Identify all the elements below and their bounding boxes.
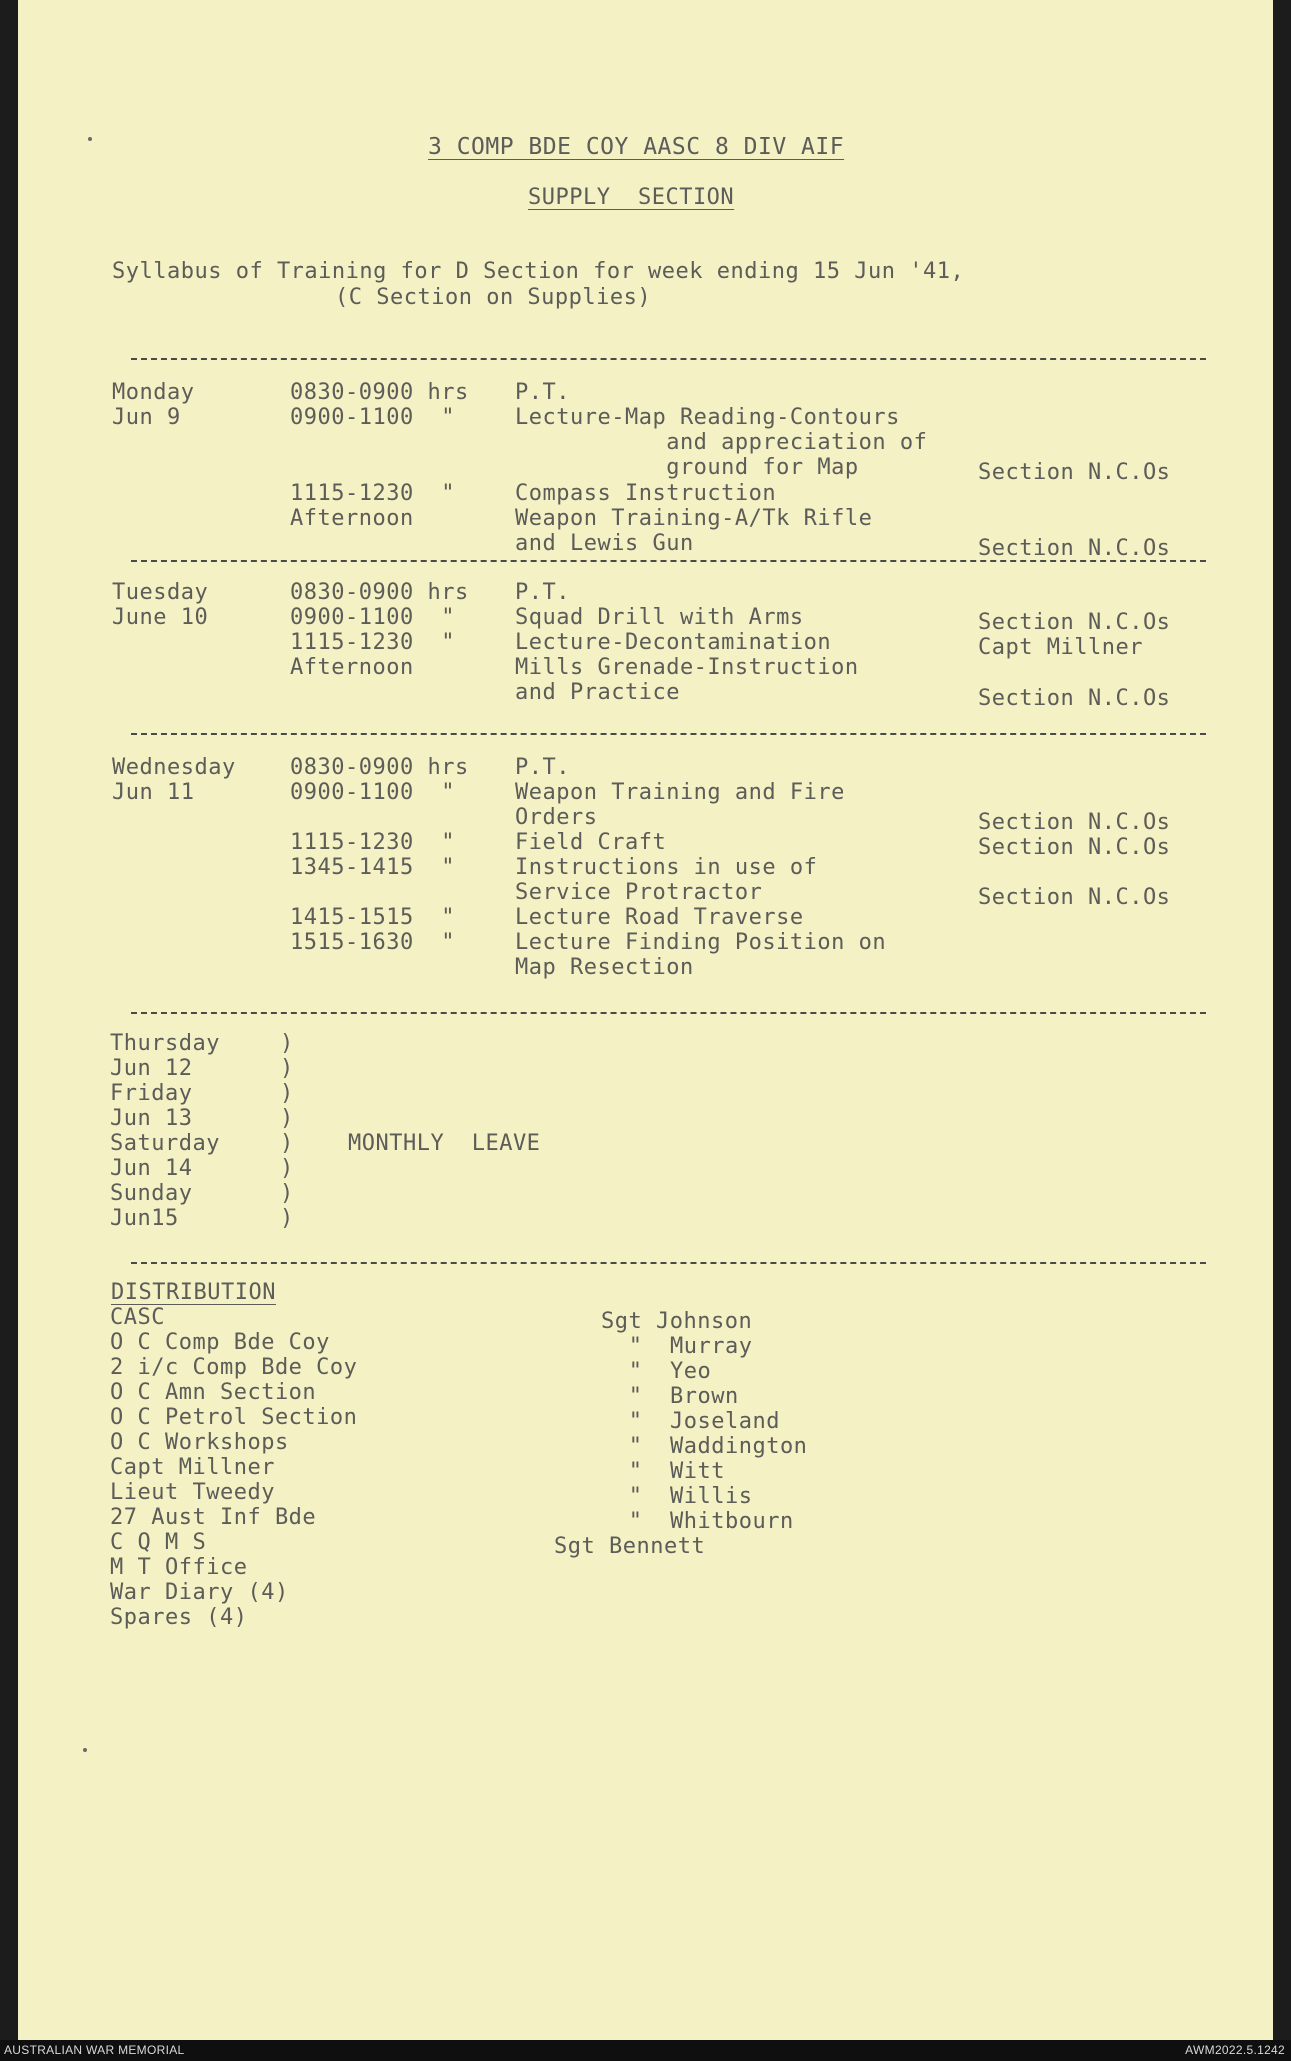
activity: Service Protractor [515, 880, 763, 905]
distribution-item: " Witt [615, 1459, 725, 1484]
time-slot: Afternoon [290, 655, 414, 680]
time-slot: 0830-0900 hrs [290, 580, 469, 605]
monthly-leave-label: MONTHLY LEAVE [348, 1131, 541, 1156]
tuesday-day: Tuesday [112, 580, 209, 605]
bracket: ) [280, 1206, 294, 1231]
leave-day: Jun 13 [110, 1106, 193, 1131]
tuesday-date: June 10 [112, 605, 209, 630]
leave-day: Friday [110, 1081, 193, 1106]
distribution-item: 2 i/c Comp Bde Coy [110, 1355, 358, 1380]
time-slot: 0830-0900 hrs [290, 380, 469, 405]
activity: Squad Drill with Arms [515, 605, 804, 630]
syllabus-line-1: Syllabus of Training for D Section for week ending 15 Jun '41, [112, 259, 965, 284]
activity: Field Craft [515, 830, 667, 855]
monday-date: Jun 9 [112, 405, 181, 430]
leave-day: Sunday [110, 1181, 193, 1206]
distribution-item: O C Workshops [110, 1430, 289, 1455]
distribution-item: Capt Millner [110, 1455, 275, 1480]
activity: Lecture Finding Position on [515, 930, 887, 955]
syllabus-line-2: (C Section on Supplies) [335, 285, 652, 310]
bracket: ) [280, 1156, 294, 1181]
distribution-item: " Brown [615, 1384, 739, 1409]
time-slot: 1515-1630 " [290, 930, 455, 955]
divider-rule [131, 733, 1206, 735]
distribution-item: Sgt Bennett [554, 1534, 706, 1559]
section-title: SUPPLY SECTION [528, 185, 735, 210]
instructor: Section N.C.Os [978, 610, 1171, 635]
distribution-item: C Q M S [110, 1530, 207, 1555]
distribution-item: " Willis [615, 1484, 753, 1509]
divider-rule [131, 1012, 1206, 1014]
archive-footer-bar [0, 2040, 1291, 2061]
punch-mark [83, 1748, 87, 1752]
instructor: Section N.C.Os [978, 835, 1171, 860]
distribution-item: Lieut Tweedy [110, 1480, 275, 1505]
instructor: Section N.C.Os [978, 536, 1171, 561]
divider-rule [131, 358, 1206, 360]
time-slot: Afternoon [290, 506, 414, 531]
time-slot: 0830-0900 hrs [290, 755, 469, 780]
activity: Instructions in use of [515, 855, 818, 880]
divider-rule [131, 1262, 1206, 1264]
distribution-item: Spares (4) [110, 1605, 248, 1630]
activity: and Practice [515, 680, 680, 705]
time-slot: 0900-1100 " [290, 605, 455, 630]
instructor: Section N.C.Os [978, 460, 1171, 485]
activity: Weapon Training and Fire [515, 780, 845, 805]
time-slot: 1415-1515 " [290, 905, 455, 930]
activity: Lecture-Decontamination [515, 630, 832, 655]
distribution-item: War Diary (4) [110, 1580, 289, 1605]
distribution-item: " Murray [615, 1334, 753, 1359]
item-reference: AWM2022.5.1242 [1185, 2043, 1285, 2057]
punch-mark [88, 137, 92, 141]
bracket: ) [280, 1056, 294, 1081]
distribution-item: Sgt Johnson [601, 1309, 753, 1334]
activity: Lecture Road Traverse [515, 905, 804, 930]
activity: Map Resection [515, 955, 694, 980]
distribution-item: O C Petrol Section [110, 1405, 358, 1430]
archive-name: AUSTRALIAN WAR MEMORIAL [4, 2043, 185, 2057]
bracket: ) [280, 1131, 294, 1156]
activity: and appreciation of [515, 430, 928, 455]
leave-day: Jun 12 [110, 1056, 193, 1081]
activity: Orders [515, 805, 598, 830]
distribution-item: " Yeo [615, 1359, 712, 1384]
distribution-item: " Joseland [615, 1409, 780, 1434]
activity: ground for Map [515, 455, 859, 480]
bracket: ) [280, 1031, 294, 1056]
activity: Weapon Training-A/Tk Rifle [515, 506, 873, 531]
leave-day: Saturday [110, 1131, 220, 1156]
bracket: ) [280, 1106, 294, 1131]
distribution-item: CASC [110, 1305, 165, 1330]
activity: and Lewis Gun [515, 531, 694, 556]
activity: Compass Instruction [515, 481, 777, 506]
distribution-item: " Whitbourn [615, 1509, 794, 1534]
activity: P.T. [515, 580, 570, 605]
distribution-item: 27 Aust Inf Bde [110, 1505, 317, 1530]
time-slot: 1345-1415 " [290, 855, 455, 880]
time-slot: 1115-1230 " [290, 830, 455, 855]
time-slot: 1115-1230 " [290, 630, 455, 655]
bracket: ) [280, 1181, 294, 1206]
activity: Mills Grenade-Instruction [515, 655, 859, 680]
document-page [18, 0, 1273, 2040]
activity: Lecture-Map Reading-Contours [515, 405, 900, 430]
distribution-item: O C Comp Bde Coy [110, 1330, 330, 1355]
instructor: Section N.C.Os [978, 810, 1171, 835]
leave-day: Thursday [110, 1031, 220, 1056]
leave-day: Jun15 [110, 1206, 179, 1231]
instructor: Capt Millner [978, 635, 1143, 660]
distribution-item: M T Office [110, 1555, 248, 1580]
divider-rule [131, 560, 1206, 562]
document-title: 3 COMP BDE COY AASC 8 DIV AIF [428, 134, 845, 160]
time-slot: 0900-1100 " [290, 780, 455, 805]
distribution-item: " Waddington [615, 1434, 808, 1459]
distribution-heading: DISTRIBUTION [111, 1280, 276, 1305]
instructor: Section N.C.Os [978, 686, 1171, 711]
instructor: Section N.C.Os [978, 885, 1171, 910]
distribution-item: O C Amn Section [110, 1380, 317, 1405]
time-slot: 1115-1230 " [290, 481, 455, 506]
leave-day: Jun 14 [110, 1156, 193, 1181]
time-slot: 0900-1100 " [290, 405, 455, 430]
monday-day: Monday [112, 380, 195, 405]
activity: P.T. [515, 380, 570, 405]
activity: P.T. [515, 755, 570, 780]
wednesday-date: Jun 11 [112, 780, 195, 805]
bracket: ) [280, 1081, 294, 1106]
wednesday-day: Wednesday [112, 755, 236, 780]
